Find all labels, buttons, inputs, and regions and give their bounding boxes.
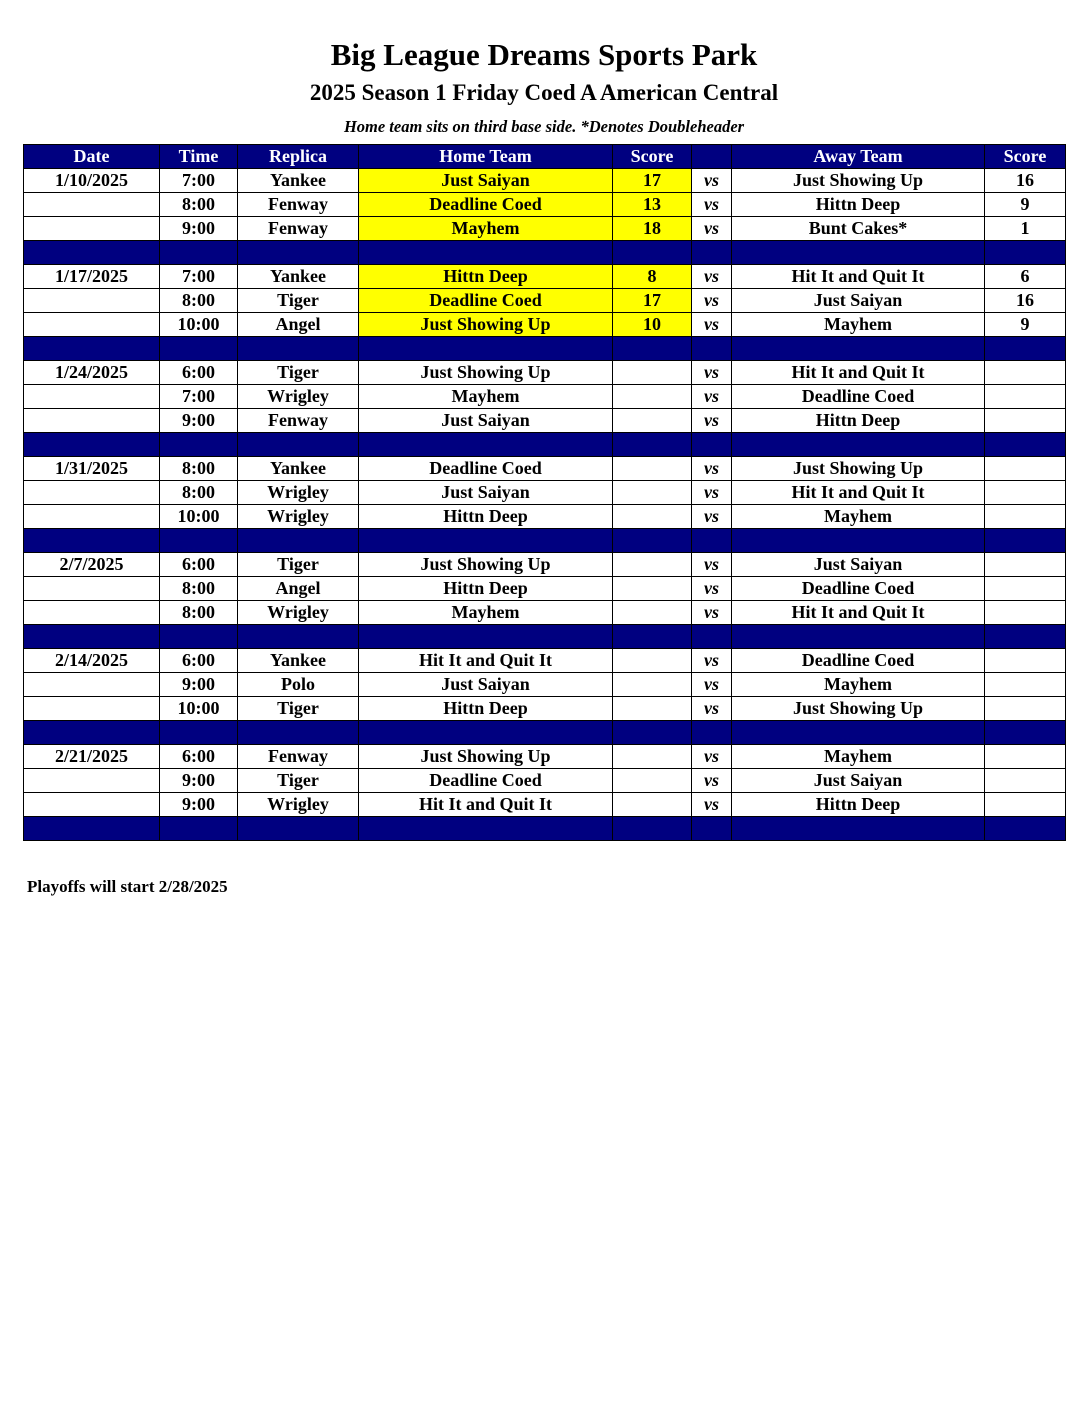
column-header-date: Date — [24, 145, 160, 169]
replica-cell: Wrigley — [238, 793, 359, 817]
time-cell: 6:00 — [160, 553, 238, 577]
away-team-cell: Hittn Deep — [732, 409, 985, 433]
page-title: Big League Dreams Sports Park — [330, 37, 758, 72]
home-score-cell — [613, 697, 692, 721]
time-cell: 8:00 — [160, 457, 238, 481]
replica-cell: Tiger — [238, 769, 359, 793]
away-team-cell: Hit It and Quit It — [732, 361, 985, 385]
home-team-cell: Hittn Deep — [359, 505, 613, 529]
vs-cell: vs — [692, 481, 732, 505]
date-cell — [24, 385, 160, 409]
home-team-cell: Just Showing Up — [359, 745, 613, 769]
separator-row — [24, 241, 1066, 265]
home-team-cell: Mayhem — [359, 217, 613, 241]
away-score-cell: 1 — [985, 217, 1066, 241]
home-score-cell: 18 — [613, 217, 692, 241]
table-row — [24, 169, 1066, 193]
home-team-cell: Just Saiyan — [359, 169, 613, 193]
date-cell: 1/24/2025 — [24, 361, 160, 385]
date-cell — [24, 193, 160, 217]
date-cell — [24, 289, 160, 313]
column-header-time: Time — [160, 145, 238, 169]
date-cell — [24, 601, 160, 625]
home-score-cell — [613, 409, 692, 433]
schedule-table — [23, 144, 1066, 841]
away-team-cell: Mayhem — [732, 505, 985, 529]
table-row — [24, 769, 1066, 793]
home-team-cell: Just Saiyan — [359, 481, 613, 505]
replica-cell: Wrigley — [238, 481, 359, 505]
date-cell — [24, 481, 160, 505]
replica-cell: Yankee — [238, 169, 359, 193]
time-cell: 8:00 — [160, 481, 238, 505]
home-score-cell — [613, 793, 692, 817]
away-score-cell: 9 — [985, 313, 1066, 337]
away-team-cell: Mayhem — [732, 673, 985, 697]
home-team-cell: Just Saiyan — [359, 409, 613, 433]
separator-row — [24, 625, 1066, 649]
away-team-cell: Hittn Deep — [732, 793, 985, 817]
time-cell: 6:00 — [160, 361, 238, 385]
home-score-cell: 13 — [613, 193, 692, 217]
vs-cell: vs — [692, 457, 732, 481]
table-row — [24, 673, 1066, 697]
replica-cell: Fenway — [238, 217, 359, 241]
separator-row — [24, 433, 1066, 457]
away-score-cell — [985, 553, 1066, 577]
date-cell — [24, 505, 160, 529]
date-cell: 1/17/2025 — [24, 265, 160, 289]
table-row — [24, 649, 1066, 673]
separator-row — [24, 817, 1066, 841]
home-score-cell: 10 — [613, 313, 692, 337]
away-score-cell — [985, 505, 1066, 529]
away-team-cell: Just Saiyan — [732, 289, 985, 313]
home-team-cell: Just Showing Up — [359, 553, 613, 577]
away-team-cell: Hit It and Quit It — [732, 265, 985, 289]
away-score-cell: 16 — [985, 169, 1066, 193]
vs-cell: vs — [692, 649, 732, 673]
home-score-cell — [613, 505, 692, 529]
home-team-cell: Hittn Deep — [359, 265, 613, 289]
away-team-cell: Just Showing Up — [732, 169, 985, 193]
home-score-cell — [613, 601, 692, 625]
separator-row — [24, 337, 1066, 361]
date-cell — [24, 793, 160, 817]
away-score-cell — [985, 745, 1066, 769]
away-score-cell: 16 — [985, 289, 1066, 313]
table-row — [24, 793, 1066, 817]
home-team-cell: Hit It and Quit It — [359, 649, 613, 673]
home-team-cell: Deadline Coed — [359, 457, 613, 481]
table-row — [24, 457, 1066, 481]
time-cell: 7:00 — [160, 385, 238, 409]
away-team-cell: Just Showing Up — [732, 457, 985, 481]
date-cell: 1/10/2025 — [24, 169, 160, 193]
replica-cell: Polo — [238, 673, 359, 697]
away-score-cell — [985, 673, 1066, 697]
time-cell: 10:00 — [160, 697, 238, 721]
away-team-cell: Hit It and Quit It — [732, 601, 985, 625]
home-team-cell: Just Showing Up — [359, 361, 613, 385]
vs-cell: vs — [692, 409, 732, 433]
column-header-away-team: Away Team — [732, 145, 985, 169]
table-row — [24, 481, 1066, 505]
home-team-cell: Hittn Deep — [359, 697, 613, 721]
page-subtitle: 2025 Season 1 Friday Coed A American Central — [309, 80, 779, 105]
date-cell: 2/14/2025 — [24, 649, 160, 673]
time-cell: 8:00 — [160, 601, 238, 625]
table-row — [24, 553, 1066, 577]
vs-cell: vs — [692, 697, 732, 721]
vs-cell: vs — [692, 217, 732, 241]
away-team-cell: Hit It and Quit It — [732, 481, 985, 505]
time-cell: 9:00 — [160, 409, 238, 433]
vs-cell: vs — [692, 769, 732, 793]
home-score-cell — [613, 361, 692, 385]
column-header-vs — [692, 145, 732, 169]
time-cell: 8:00 — [160, 289, 238, 313]
away-team-cell: Deadline Coed — [732, 577, 985, 601]
vs-cell: vs — [692, 577, 732, 601]
home-score-cell — [613, 673, 692, 697]
away-team-cell: Deadline Coed — [732, 385, 985, 409]
separator-row — [24, 721, 1066, 745]
date-cell: 1/31/2025 — [24, 457, 160, 481]
column-header-replica: Replica — [238, 145, 359, 169]
replica-cell: Wrigley — [238, 601, 359, 625]
away-score-cell: 6 — [985, 265, 1066, 289]
date-cell — [24, 697, 160, 721]
time-cell: 9:00 — [160, 793, 238, 817]
away-score-cell — [985, 601, 1066, 625]
time-cell: 9:00 — [160, 769, 238, 793]
date-cell — [24, 313, 160, 337]
table-row — [24, 505, 1066, 529]
replica-cell: Fenway — [238, 409, 359, 433]
date-cell — [24, 769, 160, 793]
home-team-cell: Just Saiyan — [359, 673, 613, 697]
replica-cell: Tiger — [238, 361, 359, 385]
vs-cell: vs — [692, 313, 732, 337]
away-score-cell — [985, 697, 1066, 721]
time-cell: 8:00 — [160, 577, 238, 601]
table-row — [24, 313, 1066, 337]
date-cell — [24, 217, 160, 241]
home-score-cell — [613, 553, 692, 577]
time-cell: 7:00 — [160, 265, 238, 289]
time-cell: 10:00 — [160, 505, 238, 529]
vs-cell: vs — [692, 553, 732, 577]
vs-cell: vs — [692, 745, 732, 769]
home-team-cell: Mayhem — [359, 601, 613, 625]
table-row — [24, 385, 1066, 409]
vs-cell: vs — [692, 793, 732, 817]
away-score-cell — [985, 361, 1066, 385]
date-cell — [24, 673, 160, 697]
away-team-cell: Bunt Cakes* — [732, 217, 985, 241]
away-team-cell: Hittn Deep — [732, 193, 985, 217]
column-header-home-score: Score — [613, 145, 692, 169]
replica-cell: Wrigley — [238, 385, 359, 409]
home-team-cell: Hit It and Quit It — [359, 793, 613, 817]
home-team-cell: Mayhem — [359, 385, 613, 409]
table-row — [24, 193, 1066, 217]
vs-cell: vs — [692, 505, 732, 529]
away-team-cell: Deadline Coed — [732, 649, 985, 673]
vs-cell: vs — [692, 265, 732, 289]
column-header-home-team: Home Team — [359, 145, 613, 169]
time-cell: 7:00 — [160, 169, 238, 193]
home-score-cell — [613, 481, 692, 505]
replica-cell: Angel — [238, 313, 359, 337]
table-row — [24, 601, 1066, 625]
replica-cell: Fenway — [238, 193, 359, 217]
replica-cell: Yankee — [238, 457, 359, 481]
away-team-cell: Just Saiyan — [732, 553, 985, 577]
table-row — [24, 361, 1066, 385]
column-header-away-score: Score — [985, 145, 1066, 169]
replica-cell: Tiger — [238, 553, 359, 577]
replica-cell: Tiger — [238, 697, 359, 721]
table-row — [24, 697, 1066, 721]
time-cell: 9:00 — [160, 673, 238, 697]
away-score-cell — [985, 457, 1066, 481]
date-cell: 2/7/2025 — [24, 553, 160, 577]
away-score-cell: 9 — [985, 193, 1066, 217]
table-row — [24, 265, 1066, 289]
separator-row — [24, 529, 1066, 553]
vs-cell: vs — [692, 601, 732, 625]
away-score-cell — [985, 577, 1066, 601]
table-row — [24, 409, 1066, 433]
away-score-cell — [985, 409, 1066, 433]
table-row — [24, 745, 1066, 769]
date-cell: 2/21/2025 — [24, 745, 160, 769]
date-cell — [24, 577, 160, 601]
playoffs-note: Playoffs will start 2/28/2025 — [27, 877, 228, 896]
replica-cell: Wrigley — [238, 505, 359, 529]
date-cell — [24, 409, 160, 433]
time-cell: 8:00 — [160, 193, 238, 217]
replica-cell: Fenway — [238, 745, 359, 769]
table-header-row — [24, 145, 1066, 169]
away-score-cell — [985, 793, 1066, 817]
home-score-cell — [613, 577, 692, 601]
vs-cell: vs — [692, 385, 732, 409]
vs-cell: vs — [692, 169, 732, 193]
away-team-cell: Mayhem — [732, 745, 985, 769]
table-row — [24, 217, 1066, 241]
replica-cell: Yankee — [238, 265, 359, 289]
home-team-cell: Hittn Deep — [359, 577, 613, 601]
away-score-cell — [985, 649, 1066, 673]
time-cell: 6:00 — [160, 649, 238, 673]
time-cell: 10:00 — [160, 313, 238, 337]
schedule-note: Home team sits on third base side. *Denotes Doubleheader — [343, 117, 745, 136]
home-score-cell — [613, 769, 692, 793]
vs-cell: vs — [692, 289, 732, 313]
vs-cell: vs — [692, 673, 732, 697]
away-team-cell: Just Saiyan — [732, 769, 985, 793]
home-score-cell: 17 — [613, 289, 692, 313]
vs-cell: vs — [692, 361, 732, 385]
home-score-cell — [613, 745, 692, 769]
home-score-cell — [613, 385, 692, 409]
away-team-cell: Just Showing Up — [732, 697, 985, 721]
replica-cell: Yankee — [238, 649, 359, 673]
table-row — [24, 289, 1066, 313]
home-score-cell: 17 — [613, 169, 692, 193]
replica-cell: Tiger — [238, 289, 359, 313]
home-team-cell: Just Showing Up — [359, 313, 613, 337]
away-score-cell — [985, 769, 1066, 793]
home-score-cell — [613, 457, 692, 481]
away-score-cell — [985, 385, 1066, 409]
table-row — [24, 577, 1066, 601]
away-score-cell — [985, 481, 1066, 505]
home-team-cell: Deadline Coed — [359, 193, 613, 217]
home-score-cell: 8 — [613, 265, 692, 289]
time-cell: 9:00 — [160, 217, 238, 241]
replica-cell: Angel — [238, 577, 359, 601]
time-cell: 6:00 — [160, 745, 238, 769]
vs-cell: vs — [692, 193, 732, 217]
home-team-cell: Deadline Coed — [359, 769, 613, 793]
home-team-cell: Deadline Coed — [359, 289, 613, 313]
away-team-cell: Mayhem — [732, 313, 985, 337]
home-score-cell — [613, 649, 692, 673]
